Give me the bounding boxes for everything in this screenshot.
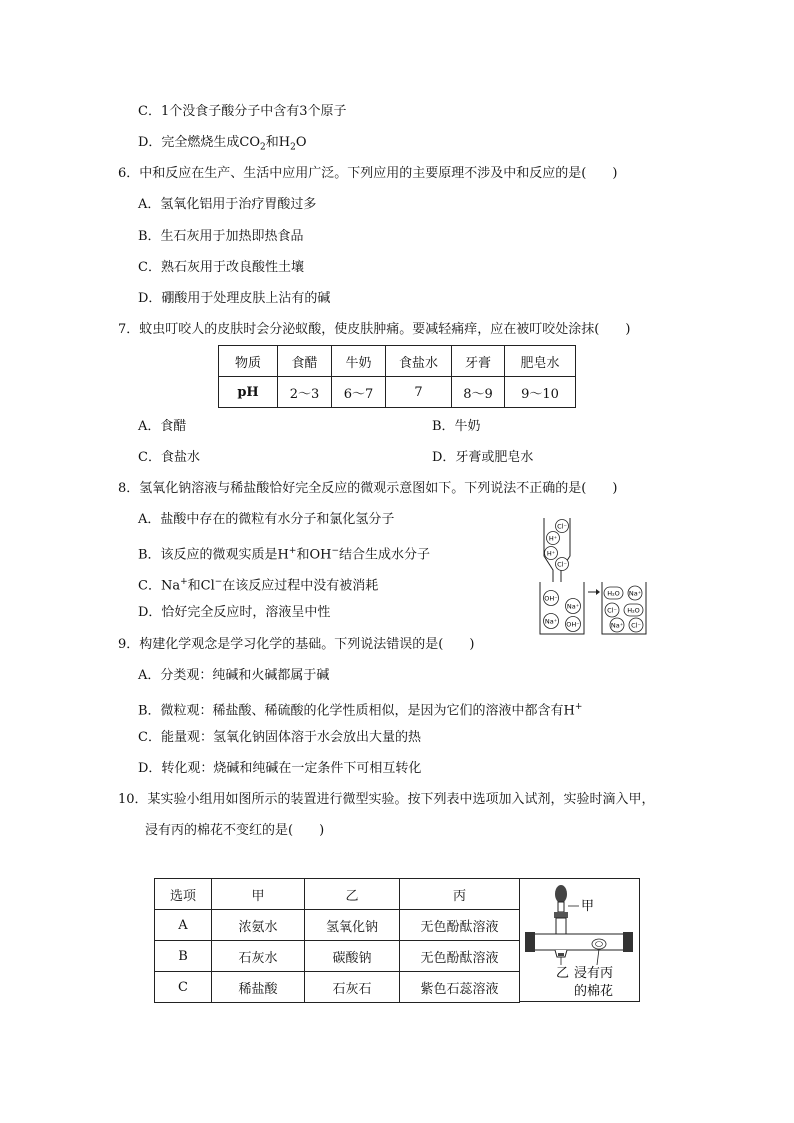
table-cell: 紫色石蕊溶液 bbox=[400, 972, 520, 1003]
q6-option-a: A．氢氧化铝用于治疗胃酸过多 bbox=[138, 197, 317, 212]
table-header-cell: 丙 bbox=[400, 879, 520, 910]
q5-subscript: 2 bbox=[260, 142, 266, 153]
q7-ph-table bbox=[218, 345, 576, 408]
table-header-cell: 甲 bbox=[212, 879, 305, 910]
q9-option-a: A．分类观：纯碱和火碱都属于碱 bbox=[138, 668, 330, 683]
horizontal-tube bbox=[533, 934, 625, 950]
ion-label: Na⁺ bbox=[544, 617, 558, 626]
q9-option-d: D．转化观：烧碱和纯碱在一定条件下可相互转化 bbox=[138, 761, 422, 776]
table-cell: 石灰石 bbox=[305, 972, 400, 1003]
dropper-stem bbox=[558, 902, 564, 912]
q9-option-b-text: B．微粒观：稀盐酸、稀硫酸的化学性质相似，是因为它们的溶液中都含有H bbox=[138, 703, 575, 719]
ion-label: H₂O bbox=[607, 589, 620, 598]
q10-table-row bbox=[155, 910, 520, 941]
right-end-cap bbox=[623, 932, 633, 952]
table-header-cell: 牙膏 bbox=[452, 346, 505, 377]
ion-label: H₂O bbox=[627, 606, 640, 615]
ion-particle bbox=[628, 586, 642, 600]
ion-label: Cl⁻ bbox=[557, 560, 567, 569]
q5-option-d-text: D．完全燃烧生成CO bbox=[138, 135, 261, 150]
table-header-cell: 食盐水 bbox=[386, 346, 452, 377]
q7-option-c: C．食盐水 bbox=[138, 450, 200, 465]
ion-particle bbox=[545, 547, 558, 560]
label-jia: 甲 bbox=[581, 899, 595, 914]
table-cell: 无色酚酞溶液 bbox=[400, 910, 520, 941]
q10-table-row bbox=[155, 972, 520, 1003]
q8-option-c-text: 在该反应过程中没有被消耗 bbox=[222, 578, 379, 594]
table-cell: 9～10 bbox=[505, 377, 576, 408]
table-cell: B bbox=[155, 941, 212, 972]
q10-table-row bbox=[155, 941, 520, 972]
q8-superscript: − bbox=[331, 546, 339, 556]
table-header-cell: 食醋 bbox=[278, 346, 332, 377]
q8-option-b bbox=[138, 542, 430, 564]
q10-stem-line2: 浸有丙的棉花不变红的是( ) bbox=[145, 823, 325, 838]
label-leader-cotton bbox=[597, 949, 599, 965]
q8-option-b-text: 结合生成水分子 bbox=[338, 547, 430, 563]
q8-option-a: A．盐酸中存在的微粒有水分子和氯化氢分子 bbox=[138, 512, 395, 527]
q8-option-c-text: 和Cl bbox=[187, 578, 215, 594]
q6-stem: 6．中和反应在生产、生活中应用广泛。下列应用的主要原理不涉及中和反应的是( ) bbox=[118, 166, 618, 181]
label-cotton-line1: 浸有丙 bbox=[574, 966, 614, 981]
q8-option-b-text: 和OH bbox=[296, 547, 332, 563]
q6-option-d: D．硼酸用于处理皮肤上沾有的碱 bbox=[138, 291, 331, 306]
table-header-cell: 物质 bbox=[219, 346, 278, 377]
vertical-tube bbox=[556, 918, 566, 936]
table-cell: 6～7 bbox=[332, 377, 386, 408]
q8-option-c bbox=[138, 573, 378, 595]
q10-apparatus-figure bbox=[521, 879, 639, 1001]
q8-superscript: − bbox=[214, 577, 223, 587]
label-yi: 乙 bbox=[556, 966, 570, 981]
table-cell: 石灰水 bbox=[212, 941, 305, 972]
ion-label: Na⁺ bbox=[610, 621, 624, 630]
label-cotton-line2: 的棉花 bbox=[574, 984, 614, 999]
q8-option-b-text: B．该反应的微观实质是H bbox=[138, 547, 289, 563]
table-cell: 无色酚酞溶液 bbox=[400, 941, 520, 972]
q6-option-b: B．生石灰用于加热即热食品 bbox=[138, 229, 304, 244]
table-cell: 浓氨水 bbox=[212, 910, 305, 941]
ion-particle bbox=[556, 520, 569, 533]
q9-option-c: C．能量观：氢氧化钠固体溶于水会放出大量的热 bbox=[138, 730, 421, 745]
q8-option-d: D．恰好完全反应时，溶液呈中性 bbox=[138, 605, 331, 620]
table-header-cell: 牛奶 bbox=[332, 346, 386, 377]
ion-particle bbox=[556, 558, 569, 571]
table-cell: A bbox=[155, 910, 212, 941]
table-cell: C bbox=[155, 972, 212, 1003]
table-cell: 碳酸钠 bbox=[305, 941, 400, 972]
ion-label: Na⁺ bbox=[628, 589, 642, 598]
q10-stem-line1: 10．某实验小组用如图所示的装置进行微型实验。按下列表中选项加入试剂，实验时滴入甲， bbox=[118, 792, 655, 807]
q9-superscript: + bbox=[574, 702, 583, 712]
table-header-cell: 选项 bbox=[155, 879, 212, 910]
reagent-yi bbox=[558, 953, 564, 956]
left-end-cap bbox=[525, 932, 535, 952]
table-cell: 8～9 bbox=[452, 377, 505, 408]
q7-option-b: B．牛奶 bbox=[432, 419, 481, 434]
q5-option-d bbox=[138, 134, 307, 157]
ion-particle bbox=[566, 599, 581, 614]
ion-label: H⁺ bbox=[548, 534, 558, 543]
ion-particle bbox=[610, 618, 624, 632]
ion-label: OH⁻ bbox=[566, 620, 580, 629]
q8-superscript: + bbox=[180, 577, 188, 587]
ion-label: Cl⁻ bbox=[631, 621, 641, 630]
ion-particle bbox=[624, 604, 643, 616]
q6-option-c: C．熟石灰用于改良酸性土壤 bbox=[138, 260, 304, 275]
ion-particle bbox=[544, 614, 559, 629]
arrow-head bbox=[596, 589, 600, 595]
q8-superscript: + bbox=[288, 546, 297, 556]
ion-label: H⁺ bbox=[546, 549, 556, 558]
q7-stem: 7．蚊虫叮咬人的皮肤时会分泌蚁酸，使皮肤肿痛。要减轻痛痒，应在被叮咬处涂抹( ) bbox=[118, 322, 631, 337]
ion-label: OH⁻ bbox=[544, 594, 558, 603]
ion-label: Cl⁻ bbox=[557, 522, 567, 531]
q5-option-d-text: 和H bbox=[265, 135, 291, 150]
q8-option-c-text: C．Na bbox=[138, 578, 181, 594]
ion-particle bbox=[544, 591, 559, 606]
table-header-cell: 乙 bbox=[305, 879, 400, 910]
q8-stem: 8．氢氧化钠溶液与稀盐酸恰好完全反应的微观示意图如下。下列说法不正确的是( ) bbox=[118, 481, 618, 496]
table-cell: 2～3 bbox=[278, 377, 332, 408]
cotton-ball bbox=[592, 939, 606, 949]
q7-table-header-row bbox=[219, 346, 576, 377]
table-cell: pH bbox=[219, 377, 278, 408]
q9-option-b bbox=[138, 698, 582, 720]
q8-reaction-diagram bbox=[536, 516, 648, 638]
q10-table-header-row bbox=[155, 879, 520, 910]
ion-particle bbox=[547, 532, 560, 545]
ion-particle bbox=[566, 617, 581, 632]
q10-reagent-table bbox=[154, 878, 520, 1003]
q7-table-row bbox=[219, 377, 576, 408]
ion-label: Na⁺ bbox=[566, 602, 580, 611]
ion-particle bbox=[605, 603, 619, 617]
q9-stem: 9．构建化学观念是学习化学的基础。下列说法错误的是( ) bbox=[118, 637, 475, 652]
table-cell: 7 bbox=[386, 377, 452, 408]
ion-particle bbox=[604, 587, 623, 599]
q5-subscript: 2 bbox=[290, 142, 296, 153]
stopper bbox=[554, 912, 568, 918]
ion-particle bbox=[629, 618, 643, 632]
table-cell: 稀盐酸 bbox=[212, 972, 305, 1003]
table-header-cell: 肥皂水 bbox=[505, 346, 576, 377]
q7-option-d: D．牙膏或肥皂水 bbox=[432, 450, 534, 465]
ion-label: Cl⁻ bbox=[607, 606, 617, 615]
q5-option-c: C．1个没食子酸分子中含有3个原子 bbox=[138, 104, 347, 119]
q7-option-a: A．食醋 bbox=[138, 419, 187, 434]
dropper-bulb bbox=[555, 885, 567, 903]
table-cell: 氢氧化钠 bbox=[305, 910, 400, 941]
q5-option-d-text: O bbox=[295, 135, 307, 150]
